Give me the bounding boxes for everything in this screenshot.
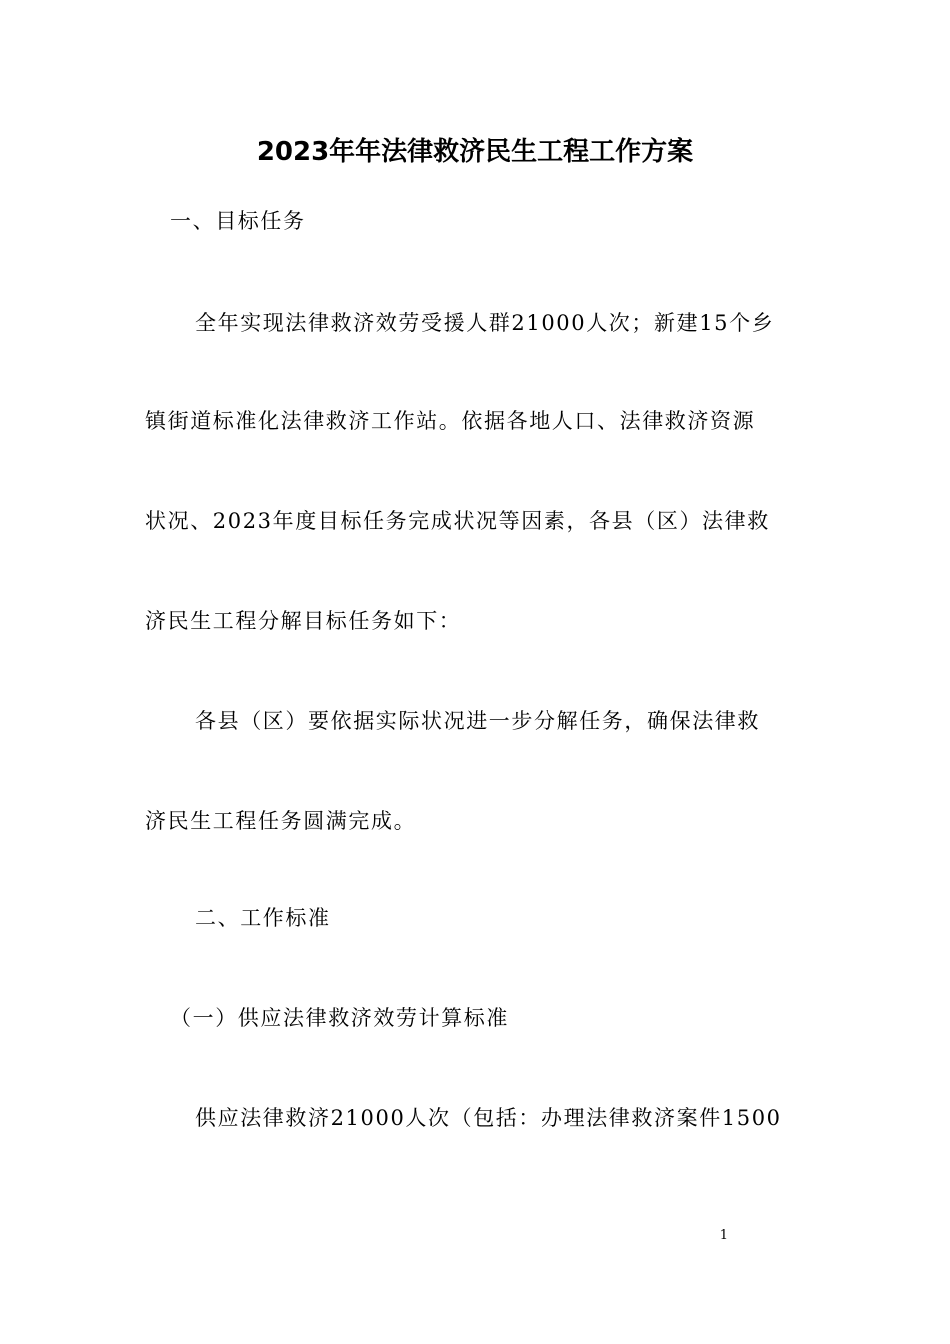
paragraph-line-6: 济民生工程任务圆满完成。 (145, 809, 417, 833)
paragraph-line-2: 镇街道标准化法律救济工作站。依据各地人口、法律救济资源 (145, 409, 756, 433)
paragraph-line-3: 状况、2023年度目标任务完成状况等因素，各县（区）法律救 (145, 509, 770, 533)
document-title: 2023年年法律救济民生工程工作方案 (256, 137, 694, 167)
paragraph-line-4: 济民生工程分解目标任务如下： (145, 609, 462, 633)
section-heading-1: 一、目标任务 (170, 209, 306, 233)
paragraph-line-5: 各县（区）要依据实际状况进一步分解任务，确保法律救 (195, 709, 760, 733)
section-heading-2: 二、工作标准 (195, 906, 331, 930)
paragraph-line-1: 全年实现法律救济效劳受援人群21000人次；新建15个乡 (195, 311, 775, 335)
page-number: 1 (719, 1228, 728, 1243)
subsection-heading-1: （一）供应法律救济效劳计算标准 (170, 1006, 509, 1030)
paragraph-line-7: 供应法律救济21000人次（包括：办理法律救济案件1500 (195, 1106, 782, 1130)
